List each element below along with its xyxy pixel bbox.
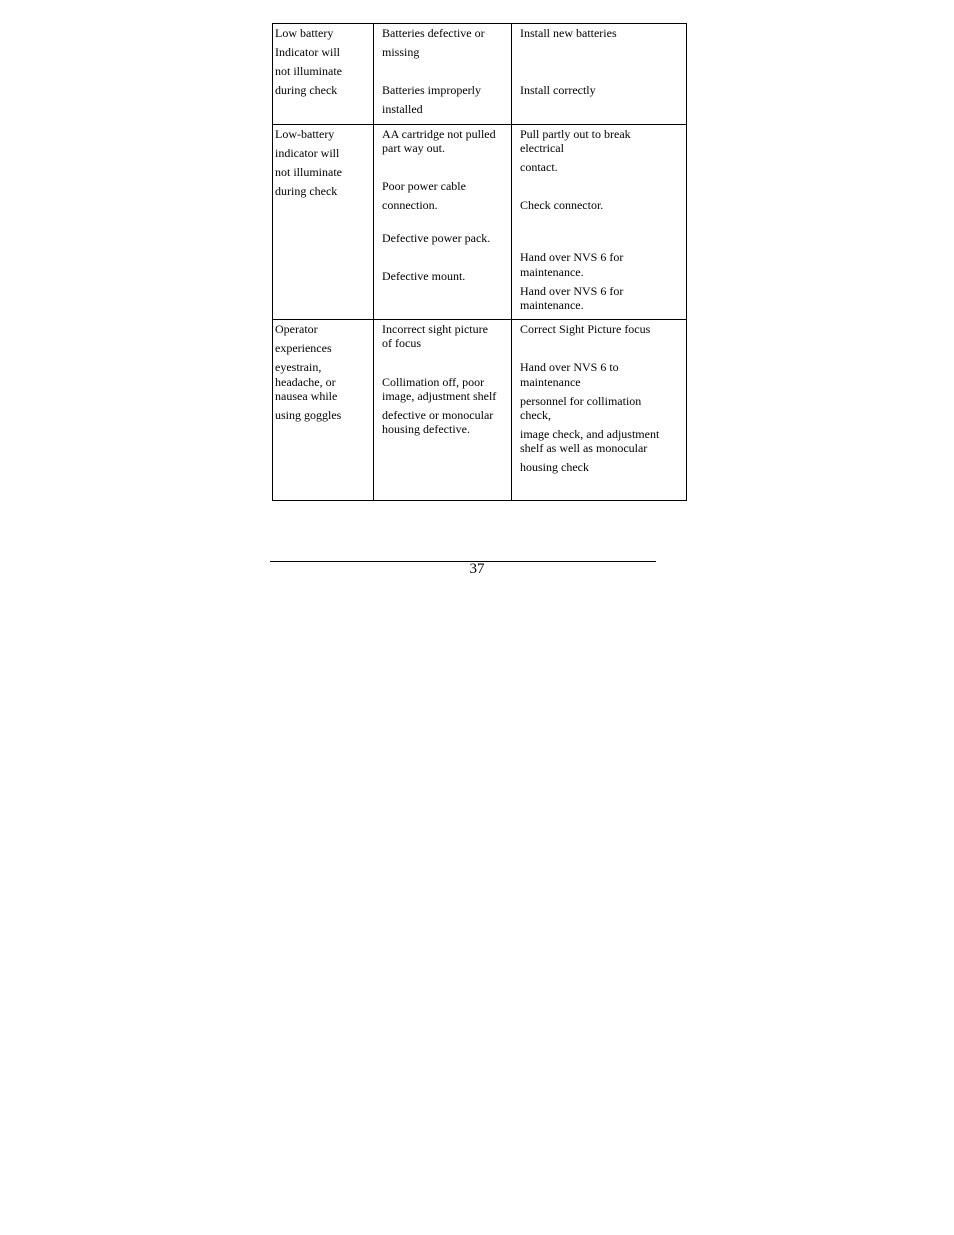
cause-text: installed [382,102,423,116]
remedy-text: maintenance. [520,298,584,312]
cause-text: of focus [382,336,421,350]
remedy-text: electrical [520,141,564,155]
table-row [273,24,686,124]
cause-text: defective or monocular [382,408,494,422]
cause-text: image, adjustment shelf [382,389,497,403]
remedy-text: Correct Sight Picture focus [520,322,651,336]
remedy-text: Install new batteries [520,26,617,40]
remedy-text: contact. [520,160,558,174]
remedy-text: Install correctly [520,83,596,97]
cause-text: Defective power pack. [382,231,491,245]
troubleshooting-table [272,23,687,501]
remedy-text: Hand over NVS 6 for [520,284,624,298]
remedy-text: housing check [520,460,589,474]
remedy-text: Check connector. [520,198,604,212]
cause-cell [373,125,511,319]
symptom-cell [273,320,373,500]
cause-cell [373,24,511,124]
symptom-text: nausea while [275,389,338,403]
remedy-text: Pull partly out to break [520,127,631,141]
cause-text: missing [382,45,420,59]
page-number: 37 [469,561,485,577]
symptom-text: using goggles [275,408,342,422]
cause-text: Defective mount. [382,269,466,283]
cause-cell [373,320,511,500]
table-row [273,319,686,500]
symptom-text: experiences [275,341,332,355]
symptom-text: not illuminate [275,64,342,78]
cause-text: part way out. [382,141,445,155]
remedy-text: personnel for collimation [520,394,642,408]
remedy-cell [511,24,686,124]
symptom-text: headache, or [275,375,336,389]
symptom-text: indicator will [275,146,340,160]
cause-text: housing defective. [382,422,470,436]
remedy-text: maintenance. [520,265,584,279]
symptom-text: eyestrain, [275,360,322,374]
remedy-cell [511,320,686,500]
cause-text: Poor power cable [382,179,466,193]
cause-text: Batteries defective or [382,26,485,40]
cause-text: Collimation off, poor [382,375,485,389]
symptom-text: Operator [275,322,318,336]
remedy-text: shelf as well as monocular [520,441,648,455]
cause-text: Incorrect sight picture [382,322,488,336]
symptom-text: not illuminate [275,165,342,179]
remedy-text: Hand over NVS 6 to [520,360,619,374]
remedy-text: Hand over NVS 6 for [520,250,624,264]
symptom-cell [273,24,373,124]
table-row [273,124,686,319]
remedy-text: image check, and adjustment [520,427,660,441]
symptom-text: during check [275,83,338,97]
symptom-text: Low-battery [275,127,335,141]
symptom-text: Low battery [275,26,334,40]
cause-text: AA cartridge not pulled [382,127,496,141]
remedy-text: maintenance [520,375,581,389]
symptom-text: during check [275,184,338,198]
symptom-cell [273,125,373,319]
remedy-cell [511,125,686,319]
remedy-text: check, [520,408,551,422]
symptom-text: Indicator will [275,45,340,59]
cause-text: connection. [382,198,438,212]
cause-text: Batteries improperly [382,83,481,97]
